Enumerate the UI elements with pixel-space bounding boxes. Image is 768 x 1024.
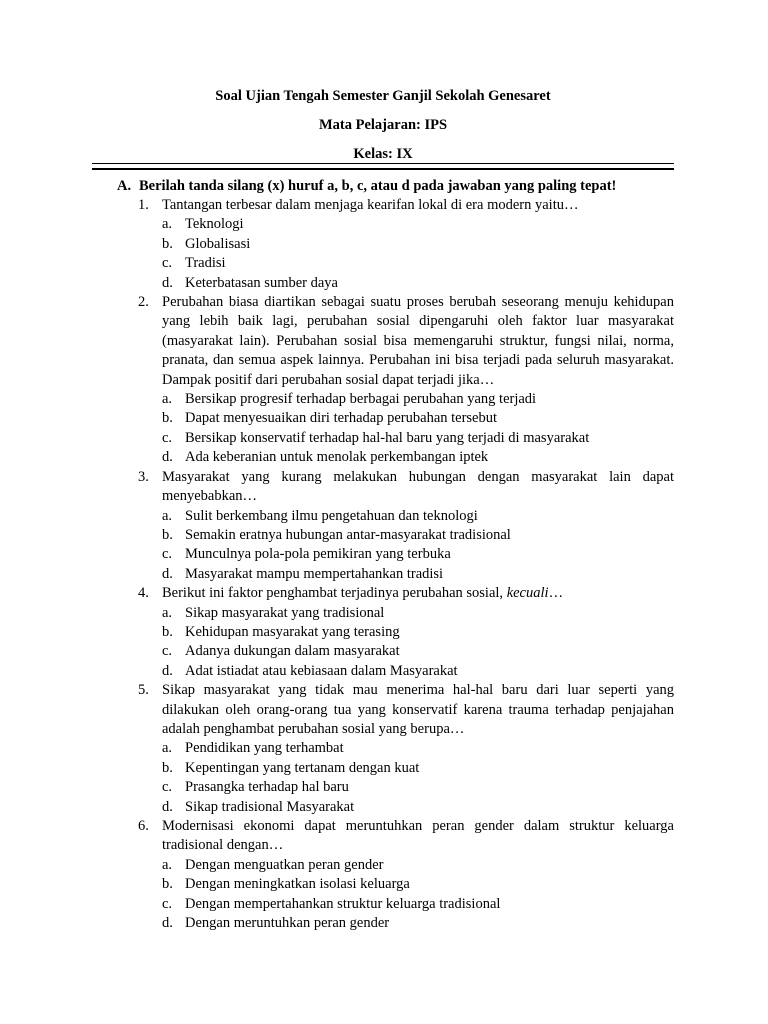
option-letter: d. <box>162 662 173 679</box>
option-letter: b. <box>162 759 173 776</box>
option-text: Sikap tradisional Masyarakat <box>185 798 355 815</box>
option-letter: c. <box>162 895 173 912</box>
option-text: Kepentingan yang tertanam dengan kuat <box>185 759 420 776</box>
subject-line: Mata Pelajaran: IPS <box>318 117 448 133</box>
question-3 <box>117 468 677 584</box>
option-text: Dengan meruntuhkan peran gender <box>185 915 390 932</box>
option-b[interactable] <box>162 759 677 778</box>
option-b[interactable] <box>162 409 677 428</box>
option-text: Bersikap progresif terhadap berbagai perubahan yang terjadi <box>185 391 537 408</box>
option-list <box>162 739 677 817</box>
option-d[interactable] <box>162 565 677 584</box>
option-a[interactable] <box>162 507 677 526</box>
option-letter: b. <box>162 623 173 640</box>
option-letter: c. <box>162 779 173 796</box>
option-c[interactable] <box>162 254 677 273</box>
option-a[interactable] <box>162 604 677 623</box>
option-text: Semakin eratnya hubungan antar-masyarakat tradisional <box>185 526 511 543</box>
option-text: Adat istiadat atau kebiasaan dalam Masyarakat <box>185 662 458 679</box>
question-text <box>162 584 674 603</box>
option-letter: b. <box>162 526 173 543</box>
document-header <box>92 86 674 173</box>
option-letter: a. <box>162 507 173 524</box>
option-list <box>162 856 677 934</box>
option-text: Munculnya pola-pola pemikiran yang terbuka <box>185 546 451 563</box>
header-divider <box>92 163 674 170</box>
section-a <box>117 176 677 933</box>
option-text: Dengan meningkatkan isolasi keluarga <box>185 876 410 893</box>
option-letter: a. <box>162 604 173 621</box>
option-letter: d. <box>162 565 173 582</box>
option-c[interactable] <box>162 778 677 797</box>
question-number: 4. <box>138 585 149 602</box>
option-letter: a. <box>162 216 173 233</box>
option-text: Dapat menyesuaikan diri terhadap perubahan tersebut <box>185 410 498 427</box>
option-list <box>162 507 677 585</box>
option-d[interactable] <box>162 662 677 681</box>
option-a[interactable] <box>162 390 677 409</box>
question-number: 3. <box>138 468 149 485</box>
option-text: Pendidikan yang terhambat <box>185 740 344 757</box>
option-text: Adanya dukungan dalam masyarakat <box>185 643 400 660</box>
option-letter: c. <box>162 429 173 446</box>
question-2 <box>117 293 677 468</box>
question-text-emphasis: kecuali <box>506 585 549 602</box>
option-letter: a. <box>162 856 173 873</box>
option-letter: b. <box>162 410 173 427</box>
option-text: Bersikap konservatif terhadap hal-hal baru yang terjadi di masyarakat <box>185 429 590 446</box>
option-letter: c. <box>162 255 173 272</box>
option-b[interactable] <box>162 235 677 254</box>
option-a[interactable] <box>162 215 677 234</box>
option-list <box>162 390 677 468</box>
option-letter: d. <box>162 274 173 291</box>
section-heading <box>117 176 677 196</box>
option-text: Keterbatasan sumber daya <box>185 274 338 291</box>
question-number: 2. <box>138 294 149 311</box>
option-b[interactable] <box>162 623 677 642</box>
option-text: Kehidupan masyarakat yang terasing <box>185 623 400 640</box>
option-letter: c. <box>162 546 173 563</box>
option-text: Masyarakat mampu mempertahankan tradisi <box>185 565 444 582</box>
option-text: Sikap masyarakat yang tradisional <box>185 604 385 621</box>
option-list <box>162 604 677 682</box>
question-1 <box>117 196 677 293</box>
option-b[interactable] <box>162 526 677 545</box>
option-text: Dengan menguatkan peran gender <box>185 856 384 873</box>
option-text: Tradisi <box>185 255 226 272</box>
option-d[interactable] <box>162 914 677 933</box>
option-text: Prasangka terhadap hal baru <box>185 779 349 796</box>
option-letter: d. <box>162 915 173 932</box>
option-a[interactable] <box>162 739 677 758</box>
class-line: Kelas: IX <box>353 146 413 162</box>
option-letter: d. <box>162 449 173 466</box>
option-d[interactable] <box>162 274 677 293</box>
section-letter: A. <box>117 178 132 194</box>
section-instruction: Berilah tanda silang (x) huruf a, b, c, atau d pada jawaban yang paling tepat! <box>139 178 617 194</box>
option-text: Ada keberanian untuk menolak perkembangan iptek <box>185 449 489 466</box>
question-text: Perubahan biasa diartikan sebagai suatu proses berubah seseorang menuju kehidupan yang lebih baik lagi, perubahan sosial dipengaruhi oleh faktor luar masyarakat (masyarakat lain). Perubahan sosial bisa memengaruhi struktur, fungsi nilai, norma, pranata, dan semua aspek lainnya. Perubahan ini bisa terjadi pada seluruh masyarakat. Dampak positif dari perubahan sosial dapat terjadi jika… <box>162 294 674 388</box>
option-letter: a. <box>162 391 173 408</box>
option-letter: a. <box>162 740 173 757</box>
option-letter: c. <box>162 643 173 660</box>
option-letter: b. <box>162 235 173 252</box>
question-number: 6. <box>138 818 149 834</box>
option-a[interactable] <box>162 856 677 875</box>
question-text-main: Berikut ini faktor penghambat terjadinya perubahan sosial, <box>162 585 507 602</box>
question-text: Tantangan terbesar dalam menjaga kearifan lokal di era modern yaitu… <box>162 197 579 213</box>
option-d[interactable] <box>162 448 677 467</box>
option-d[interactable] <box>162 798 677 817</box>
option-text: Dengan mempertahankan struktur keluarga tradisional <box>185 895 501 912</box>
question-4 <box>117 584 677 681</box>
question-5 <box>117 681 677 817</box>
question-number: 1. <box>138 197 149 213</box>
option-c[interactable] <box>162 895 677 914</box>
option-letter: b. <box>162 876 173 893</box>
exam-title: Soal Ujian Tengah Semester Ganjil Sekolah Genesaret <box>215 88 551 104</box>
option-list <box>162 215 677 293</box>
question-text: Masyarakat yang kurang melakukan hubungan dengan masyarakat lain dapat menyebabkan… <box>162 468 674 505</box>
question-text: Sikap masyarakat yang tidak mau menerima hal-hal baru dari luar seperti yang dilakukan oleh orang-orang tua yang konservatif karena trauma terhadap penjajahan adalah penghambat perubahan sosial yang berupa… <box>162 682 674 737</box>
question-text: Modernisasi ekonomi dapat meruntuhkan peran gender dalam struktur keluarga tradisional dengan… <box>162 818 674 854</box>
question-number: 5. <box>138 682 149 699</box>
option-c[interactable] <box>162 545 677 564</box>
option-c[interactable] <box>162 429 677 448</box>
option-text: Sulit berkembang ilmu pengetahuan dan teknologi <box>185 507 478 524</box>
option-b[interactable] <box>162 875 677 894</box>
option-text: Teknologi <box>185 216 244 233</box>
question-list <box>117 196 677 933</box>
question-6 <box>117 817 677 933</box>
option-letter: d. <box>162 798 173 815</box>
option-c[interactable] <box>162 642 677 661</box>
question-text-tail: … <box>548 585 564 602</box>
option-text: Globalisasi <box>185 235 251 252</box>
